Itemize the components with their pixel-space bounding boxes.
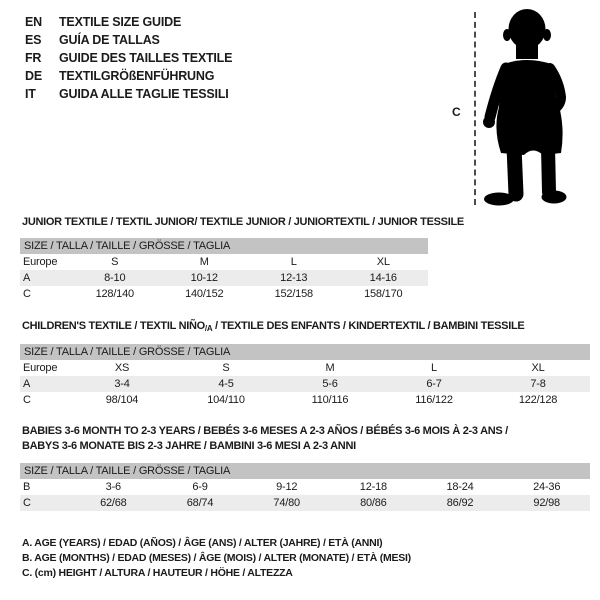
size-value-cell: 12-18	[359, 481, 387, 493]
size-value-cell: XS	[114, 362, 130, 374]
legend-line-age-years: A. AGE (YEARS) / EDAD (AÑOS) / ÂGE (ANS) / ALTER (JAHRE) / ETÀ (ANNI)	[22, 537, 383, 549]
junior-size-table	[20, 238, 428, 302]
language-code: EN	[25, 15, 42, 29]
size-value-cell: 140/152	[185, 288, 224, 300]
size-value-cell: 158/170	[364, 288, 403, 300]
list-item	[25, 67, 232, 85]
size-value-cell: 5-6	[322, 378, 338, 390]
junior-section-title: JUNIOR TEXTILE / TEXTIL JUNIOR/ TEXTILE JUNIOR / JUNIORTEXTIL / JUNIOR TESSILE	[22, 216, 464, 228]
row-label: Europe	[23, 362, 58, 374]
language-code: IT	[25, 87, 36, 101]
table-row	[20, 360, 590, 376]
baby-silhouette-icon	[478, 7, 578, 209]
size-value-cell: 7-8	[530, 378, 546, 390]
size-value-cell: 116/122	[415, 394, 453, 406]
language-code: FR	[25, 51, 42, 65]
size-value-cell: S	[222, 362, 230, 374]
row-label: A	[23, 272, 31, 284]
list-item	[25, 13, 232, 31]
legend-line-age-months: B. AGE (MONTHS) / EDAD (MESES) / ÂGE (MOIS) / ALTER (MONATE) / ETÀ (MESI)	[22, 552, 411, 564]
section-title-text: CHILDREN'S TEXTILE / TEXTIL NIÑO	[22, 320, 205, 332]
row-label: Europe	[23, 256, 58, 268]
table-row	[20, 270, 428, 286]
size-value-cell: M	[199, 256, 209, 268]
size-value-cell: 98/104	[105, 394, 139, 406]
table-body	[20, 254, 428, 302]
table-body	[20, 479, 590, 511]
section-title-line: BABYS 3-6 MONATE BIS 2-3 JAHRE / BAMBINI 3-6 MESI A 2-3 ANNI	[22, 440, 356, 452]
table-row	[20, 392, 590, 408]
row-label: C	[23, 497, 31, 509]
size-value-cell: 8-10	[104, 272, 126, 284]
size-value-cell: S	[111, 256, 119, 268]
table-size-header: SIZE / TALLA / TAILLE / GRÖSSE / TAGLIA	[20, 238, 428, 254]
size-value-cell: 3-4	[114, 378, 130, 390]
section-title-line: BABIES 3-6 MONTH TO 2-3 YEARS / BEBÉS 3-6 MESES A 2-3 AÑOS / BÉBÉS 3-6 MOIS À 2-3 ANS /	[22, 425, 508, 437]
size-value-cell: 110/116	[311, 394, 349, 406]
size-value-cell: 62/68	[100, 497, 127, 509]
list-item	[25, 85, 232, 103]
language-code: ES	[25, 33, 42, 47]
size-value-cell: L	[431, 362, 437, 374]
size-value-cell: 80/86	[360, 497, 387, 509]
size-value-cell: 14-16	[369, 272, 397, 284]
size-value-cell: 3-6	[105, 481, 121, 493]
size-value-cell: 86/92	[446, 497, 474, 509]
babies-size-table	[20, 463, 590, 511]
size-value-cell: 68/74	[186, 497, 214, 509]
size-value-cell: 152/158	[274, 288, 313, 300]
language-title: TEXTILGRÖßENFÜHRUNG	[59, 69, 215, 83]
table-row	[20, 479, 590, 495]
height-measure-label: C	[452, 105, 461, 119]
babies-section-title	[22, 425, 508, 455]
row-label: C	[23, 394, 31, 406]
language-title: GUÍA DE TALLAS	[59, 33, 160, 47]
size-value-cell: L	[290, 256, 297, 268]
table-row	[20, 254, 428, 270]
table-body	[20, 360, 590, 408]
section-title-subscript: /A	[204, 324, 213, 333]
table-row	[20, 376, 590, 392]
size-value-cell: 10-12	[190, 272, 218, 284]
children-section-title	[22, 320, 524, 333]
table-row	[20, 286, 428, 302]
size-value-cell: M	[325, 362, 335, 374]
children-size-table	[20, 344, 590, 408]
table-size-header: SIZE / TALLA / TAILLE / GRÖSSE / TAGLIA	[20, 463, 590, 479]
size-value-cell: 18-24	[446, 481, 474, 493]
size-value-cell: XL	[531, 362, 545, 374]
size-value-cell: 4-5	[218, 378, 234, 390]
size-value-cell: 128/140	[95, 288, 134, 300]
size-value-cell: XL	[376, 256, 390, 268]
row-label: A	[23, 378, 31, 390]
legend-line-height: C. (cm) HEIGHT / ALTURA / HAUTEUR / HÖHE / ALTEZZA	[22, 567, 293, 579]
list-item	[25, 49, 232, 67]
size-value-cell: 6-9	[192, 481, 208, 493]
section-title-text: / TEXTILE DES ENFANTS / KINDERTEXTIL / BAMBINI TESSILE	[212, 320, 525, 332]
language-code: DE	[25, 69, 42, 83]
language-title: GUIDA ALLE TAGLIE TESSILI	[59, 87, 229, 101]
row-label: B	[23, 481, 31, 493]
size-value-cell: 104/110	[207, 394, 245, 406]
language-title: TEXTILE SIZE GUIDE	[59, 15, 182, 29]
size-value-cell: 74/80	[273, 497, 300, 509]
language-title-list	[25, 13, 232, 103]
height-measure-line	[474, 12, 476, 205]
size-value-cell: 12-13	[280, 272, 308, 284]
size-value-cell: 9-12	[276, 481, 298, 493]
table-row	[20, 495, 590, 511]
size-value-cell: 122/128	[518, 394, 558, 406]
size-value-cell: 24-36	[533, 481, 561, 493]
legend	[22, 537, 411, 582]
language-title: GUIDE DES TAILLES TEXTILE	[59, 51, 233, 65]
size-value-cell: 92/98	[533, 497, 560, 509]
list-item	[25, 31, 232, 49]
table-size-header: SIZE / TALLA / TAILLE / GRÖSSE / TAGLIA	[20, 344, 590, 360]
row-label: C	[23, 288, 31, 300]
size-value-cell: 6-7	[426, 378, 442, 390]
